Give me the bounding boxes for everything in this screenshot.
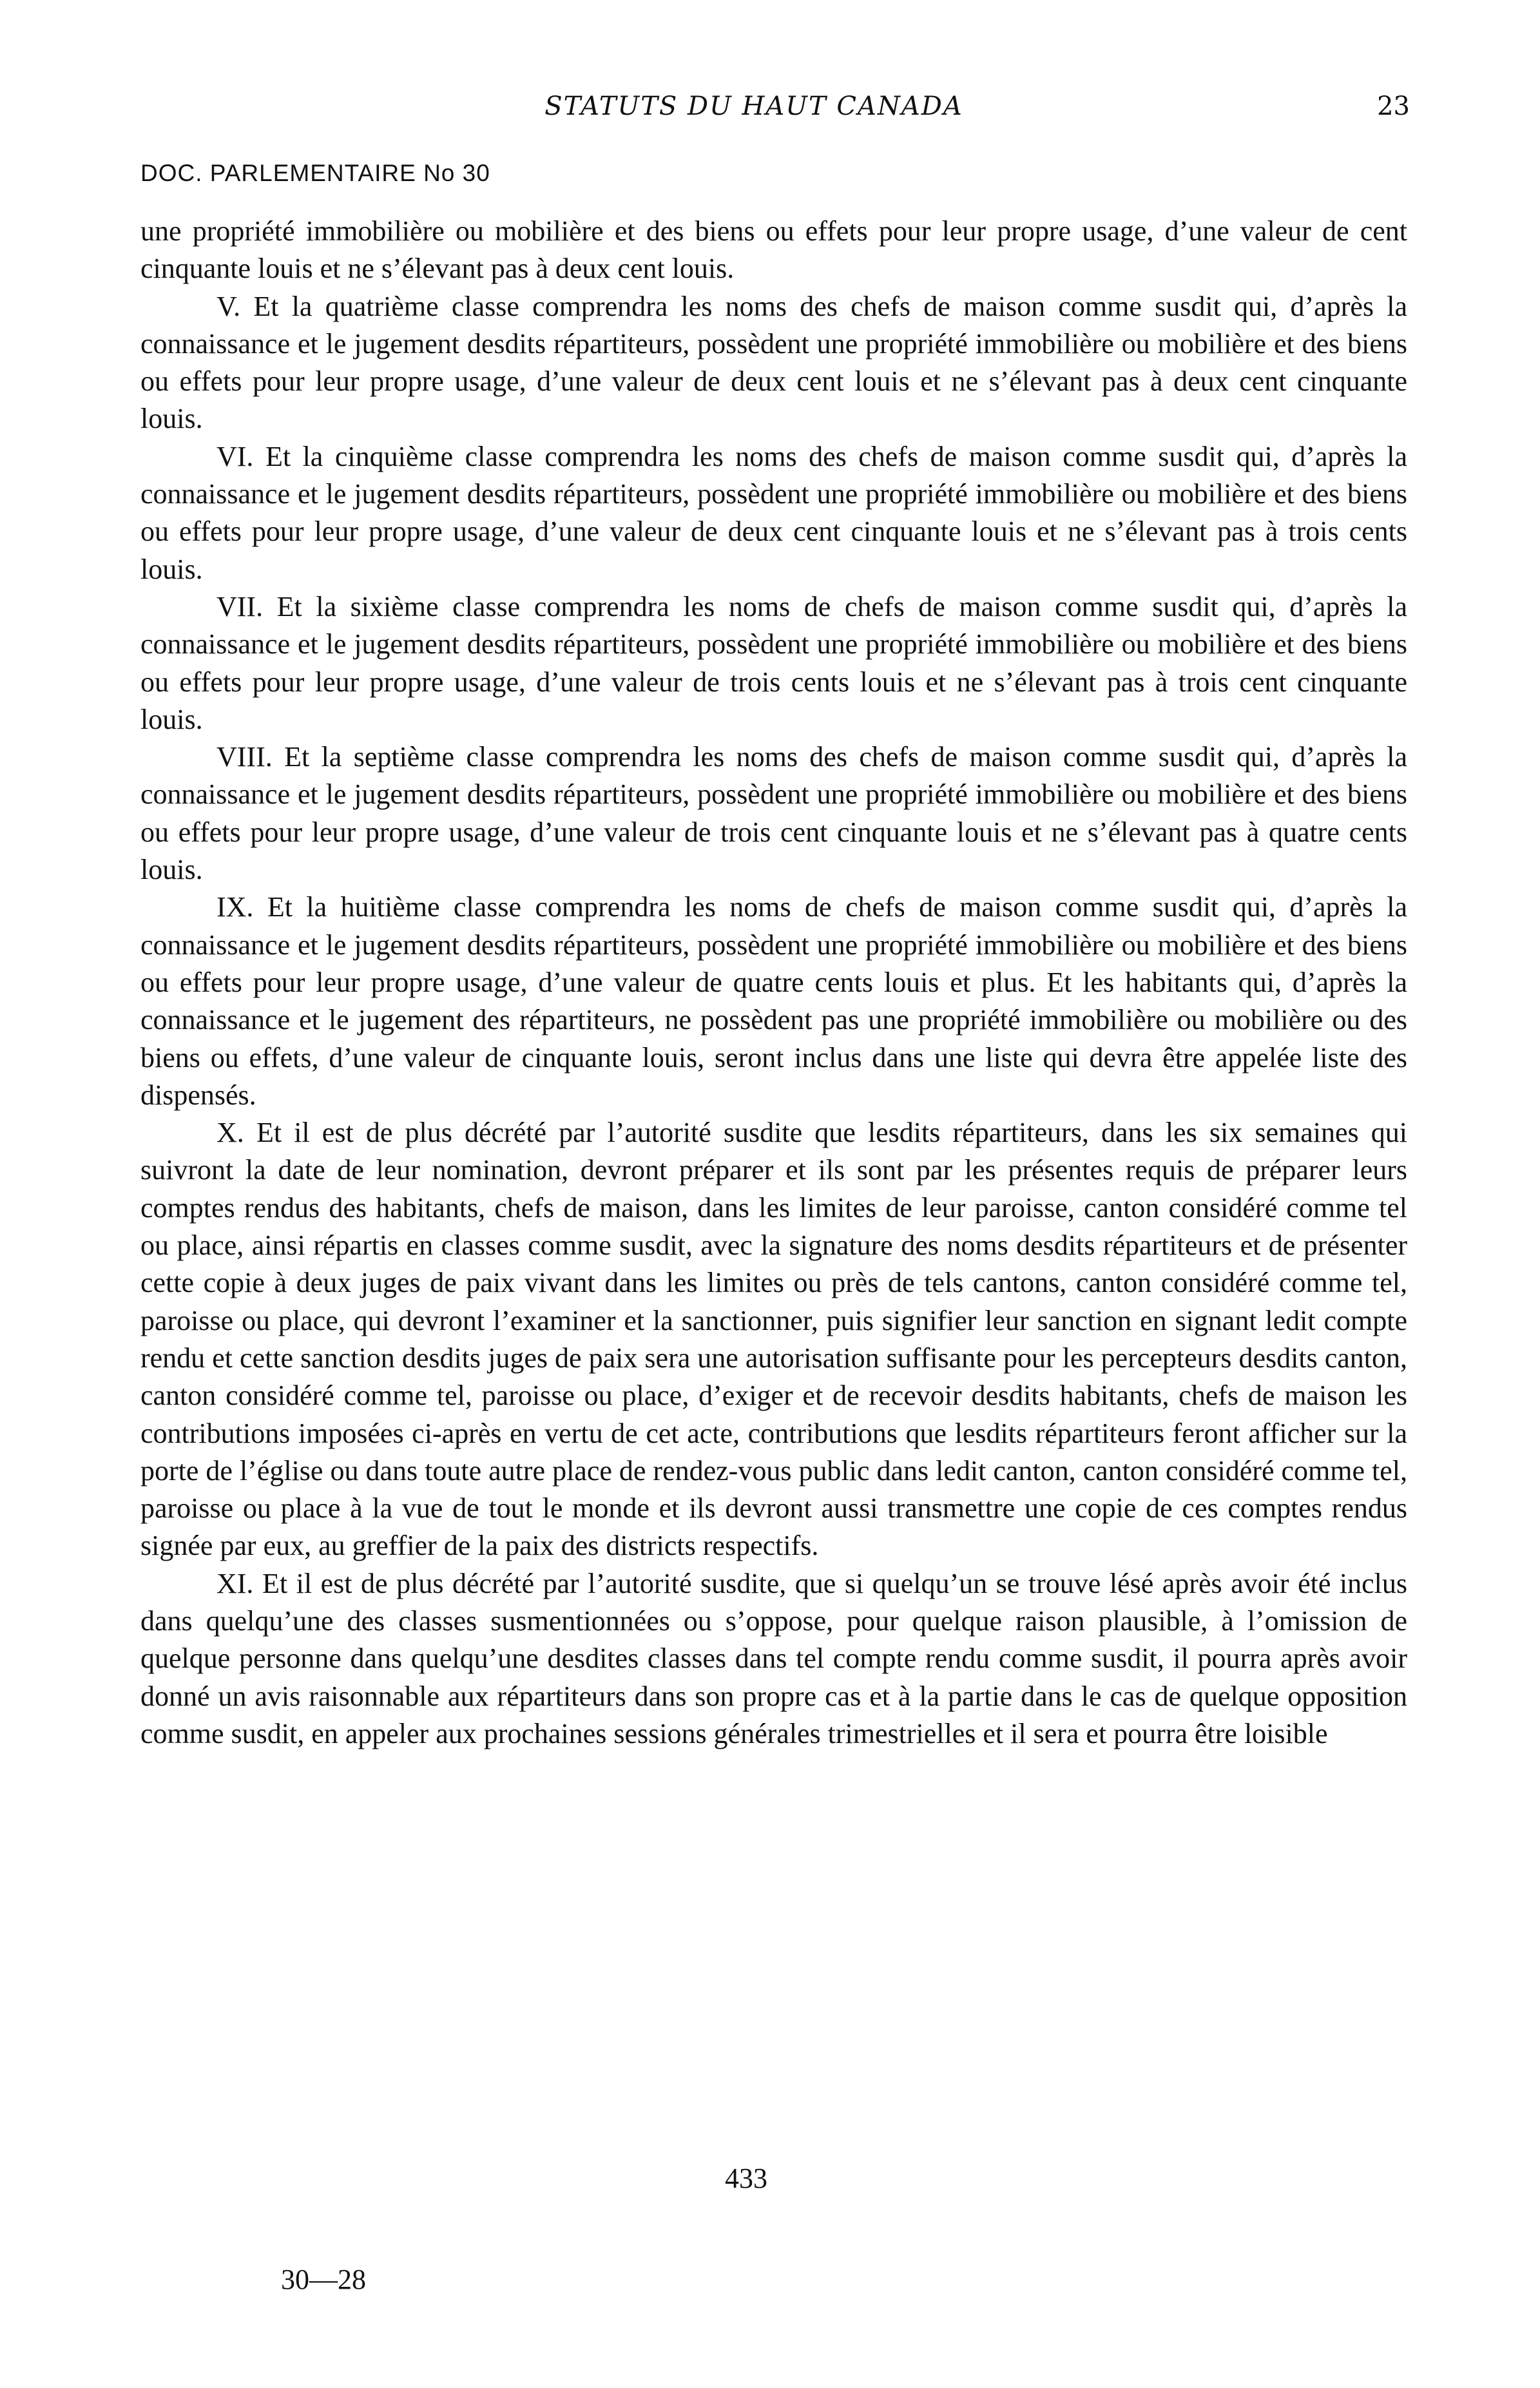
section-vii — [140, 588, 1407, 738]
section-v — [140, 288, 1407, 438]
section-text: Et il est de plus décrété par l’autorité susdite que lesdits répartiteurs, dans les six semaines qui suivront la date de leur nomination, devront préparer et ils sont par les présentes requis de préparer leurs comptes rendus des habitants, chefs de maison, dans les limites de leur paroisse, canton considéré comme tel ou place, ainsi répartis en classes comme susdit, avec la signature des noms desdits répartiteurs et de présenter cette copie à deux juges de paix vivant dans les limites ou près de tels cantons, canton considéré comme tel, paroisse ou place, qui devront l’examiner et la sanctionner, puis signifier leur sanction en signant ledit compte rendu et cette sanction desdits juges de paix sera une autorisation suffisante pour les percepteurs desdits canton, canton considéré comme tel, paroisse ou place, d’exiger et de recevoir desdits habitants, chefs de maison les contributions imposées ci-après en vertu de cet acte, contributions que lesdits répartiteurs feront afficher sur la porte de l’église ou dans toute autre place de rendez-vous public dans ledit canton, canton considéré comme tel, paroisse ou place à la vue de tout le monde et ils devront aussi transmettre une copie de ces comptes rendus signée par eux, au greffier de la paix des districts respectifs. — [140, 1117, 1408, 1562]
section-number: X. — [217, 1117, 244, 1149]
section-viii — [140, 738, 1407, 889]
continuation-paragraph: une propriété immobilière ou mobilière et des biens ou effets pour leur propre usage, d’une valeur de cent cinquante louis et ne s’élevant pas à deux cent louis. — [140, 215, 1407, 285]
section-text: Et la septième classe comprendra les noms des chefs de maison comme susdit qui, d’après la connaissance et le jugement desdits répartiteurs, possèdent une propriété immobilière ou mobilière et des biens ou effets pour leur propre usage, d’une valeur de trois cent cinquante louis et ne s’élevant pas à quatre cents louis. — [140, 741, 1407, 886]
page-number: 23 — [1377, 91, 1410, 121]
body-text — [140, 213, 1407, 1753]
folio-number: 433 — [725, 2162, 767, 2194]
section-text: Et la quatrième classe comprendra les noms des chefs de maison comme susdit qui, d’après la connaissance et le jugement desdits répartiteurs, possèdent une propriété immobilière ou mobilière et des biens ou effets pour leur propre usage, d’une valeur de deux cent louis et ne s’élevant pas à deux cent cinquante louis. — [140, 290, 1407, 435]
signature-mark: 30—28 — [281, 2264, 366, 2295]
section-number: VII. — [217, 590, 264, 622]
section-x — [140, 1114, 1407, 1565]
running-title: STATUTS DU HAUT CANADA — [544, 91, 963, 121]
section-ix — [140, 889, 1407, 1114]
section-vi — [140, 438, 1407, 588]
section-number: IX. — [217, 891, 254, 923]
section-text: Et la sixième classe comprendra les noms de chefs de maison comme susdit qui, d’après la connaissance et le jugement desdits répartiteurs, possèdent une propriété immobilière ou mobilière et des biens ou effets pour leur propre usage, d’une valeur de trois cents louis et ne s’élevant pas à trois cent cinquante louis. — [140, 590, 1407, 735]
section-text: Et la huitième classe comprendra les noms de chefs de maison comme susdit qui, d’après la connaissance et le jugement desdits répartiteurs, possèdent une propriété immobilière ou mobilière et des biens ou effets pour leur propre usage, d’une valeur de quatre cents louis et plus. Et les habitants qui, d’après la connaissance et le jugement des répartiteurs, ne possèdent pas une propriété immobilière ou mobilière ou des biens ou effets, d’une valeur de cinquante louis, seront inclus dans une liste qui devra être appelée liste des dispensés. — [140, 891, 1408, 1111]
section-text: Et la cinquième classe comprendra les noms des chefs de maison comme susdit qui, d’après la connaissance et le jugement desdits répartiteurs, possèdent une propriété immobilière ou mobilière et des biens ou effets pour leur propre usage, d’une valeur de deux cent cinquante louis et ne s’élevant pas à trois cents louis. — [140, 440, 1407, 585]
section-number: V. — [217, 290, 241, 322]
section-xi — [140, 1565, 1407, 1753]
document-label: DOC. PARLEMENTAIRE No 30 — [140, 160, 490, 186]
section-number: VIII. — [217, 741, 273, 773]
section-text: Et il est de plus décrété par l’autorité susdite, que si quelqu’un se trouve lésé après avoir été inclus dans quelqu’une des classes susmentionnées ou s’oppose, pour quelque raison plausible, à l’omission de quelque personne dans quelqu’une desdites classes dans tel compte rendu comme susdit, il pourra après avoir donné un avis raisonnable aux répartiteurs dans son propre cas et à la partie dans le cas de quelque opposition comme susdit, en appeler aux prochaines sessions générales trimestrielles et il sera et pourra être loisible — [140, 1567, 1408, 1749]
section-number: VI. — [217, 440, 254, 472]
section-number: XI. — [217, 1567, 254, 1599]
